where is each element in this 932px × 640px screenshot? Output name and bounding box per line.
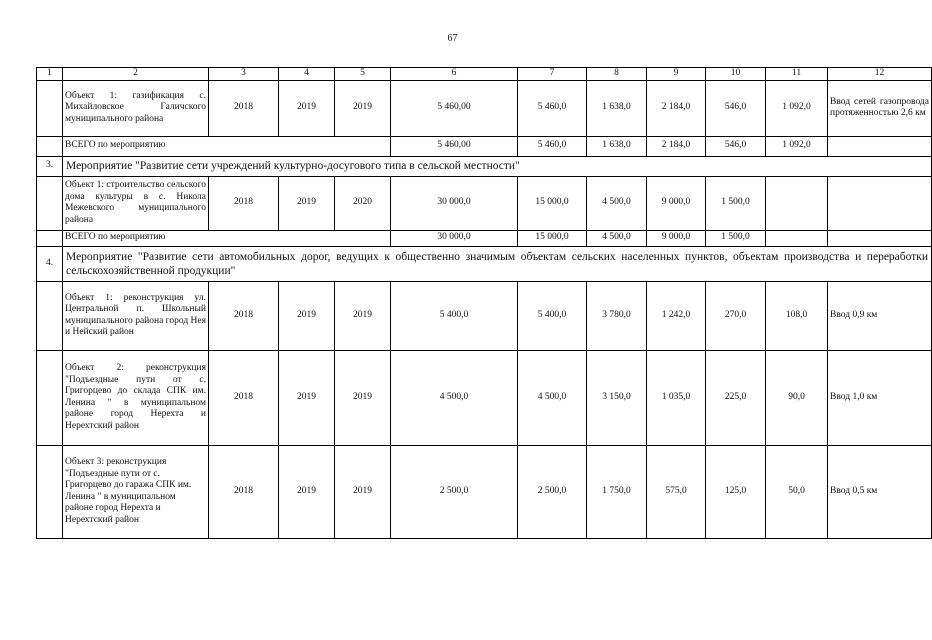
result-note: Ввод 1,0 км <box>828 350 932 445</box>
table-row: Объект 2: реконструкция "Подъездные пути от с. Григорцево до склада СПК им. Ленина " в муниципальном районе город Нерехта и Нерехтский район 2018 2019 2019 4 500,0 4 500,0 3 150,0 1 035,0 225,0 90,0 Ввод 1,0 км <box>37 350 932 445</box>
header-cell: 6 <box>391 68 518 81</box>
total-row: ВСЕГО по мероприятию 30 000,0 15 000,0 4 500,0 9 000,0 1 500,0 <box>37 230 932 246</box>
section-number: 4. <box>37 246 63 281</box>
header-cell: 2 <box>63 68 209 81</box>
object-name: Объект 3: реконструкция "Подъездные пути от с. Григорцево до гаража СПК им. Ленина " в муниципальном районе город Нерехта и Нерехтский район <box>63 445 209 538</box>
section-row <box>37 156 932 176</box>
table-row: Объект 1: газификация с. Михайловское Галичского муниципального района 2018 2019 2019 5 460,00 5 460,0 1 638,0 2 184,0 546,0 1 092,0 Ввод сетей газопровода протяженностью 2,6 км <box>37 80 932 136</box>
header-cell: 7 <box>518 68 587 81</box>
table-row: Объект 3: реконструкция "Подъездные пути от с. Григорцево до гаража СПК им. Ленина " в муниципальном районе город Нерехта и Нерехтский район 2018 2019 2019 2 500,0 2 500,0 1 750,0 575,0 125,0 50,0 Ввод 0,5 км <box>37 445 932 538</box>
header-cell: 1 <box>37 68 63 81</box>
table-row: Объект 1: строительство сельского дома культуры в с. Никола Межевского муниципального района 2018 2019 2020 30 000,0 15 000,0 4 500,0 9 000,0 1 500,0 <box>37 176 932 230</box>
section-title: Мероприятие "Развитие сети автомобильных дорог, ведущих к общественно значимым объектам сельских населенных пунктов, объектам производства и переработки сельскохозяйственной продукции" <box>63 246 932 281</box>
header-cell: 9 <box>647 68 706 81</box>
result-note: Ввод 0,9 км <box>828 281 932 350</box>
budget-table <box>36 67 932 539</box>
object-name: Объект 1: газификация с. Михайловское Галичского муниципального района <box>63 80 209 136</box>
section-row <box>37 246 932 281</box>
result-note: Ввод 0,5 км <box>828 445 932 538</box>
section-number: 3. <box>37 156 63 176</box>
header-cell: 3 <box>209 68 279 81</box>
section-title: Мероприятие "Развитие сети учреждений культурно-досугового типа в сельской местности" <box>63 156 932 176</box>
total-label: ВСЕГО по мероприятию <box>63 136 391 156</box>
result-note: Ввод сетей газопровода протяженностью 2,6 км <box>828 80 932 136</box>
header-cell: 8 <box>587 68 647 81</box>
page-number: 67 <box>447 33 458 44</box>
table-row: Объект 1: реконструкция ул. Центральной п. Школьный муниципального района город Нея и Нейский район 2018 2019 2019 5 400,0 5 400,0 3 780,0 1 242,0 270,0 108,0 Ввод 0,9 км <box>37 281 932 350</box>
header-cell: 12 <box>828 68 932 81</box>
header-row <box>37 68 932 81</box>
header-cell: 10 <box>706 68 766 81</box>
header-cell: 4 <box>279 68 335 81</box>
header-cell: 5 <box>335 68 391 81</box>
object-name: Объект 2: реконструкция "Подъездные пути от с. Григорцево до склада СПК им. Ленина " в муниципальном районе город Нерехта и Нерехтский район <box>63 350 209 445</box>
total-label: ВСЕГО по мероприятию <box>63 230 391 246</box>
header-cell: 11 <box>766 68 828 81</box>
object-name: Объект 1: реконструкция ул. Центральной п. Школьный муниципального района город Нея и Нейский район <box>63 281 209 350</box>
object-name: Объект 1: строительство сельского дома культуры в с. Никола Межевского муниципального района <box>63 176 209 230</box>
total-row: ВСЕГО по мероприятию 5 460,00 5 460,0 1 638,0 2 184,0 546,0 1 092,0 <box>37 136 932 156</box>
